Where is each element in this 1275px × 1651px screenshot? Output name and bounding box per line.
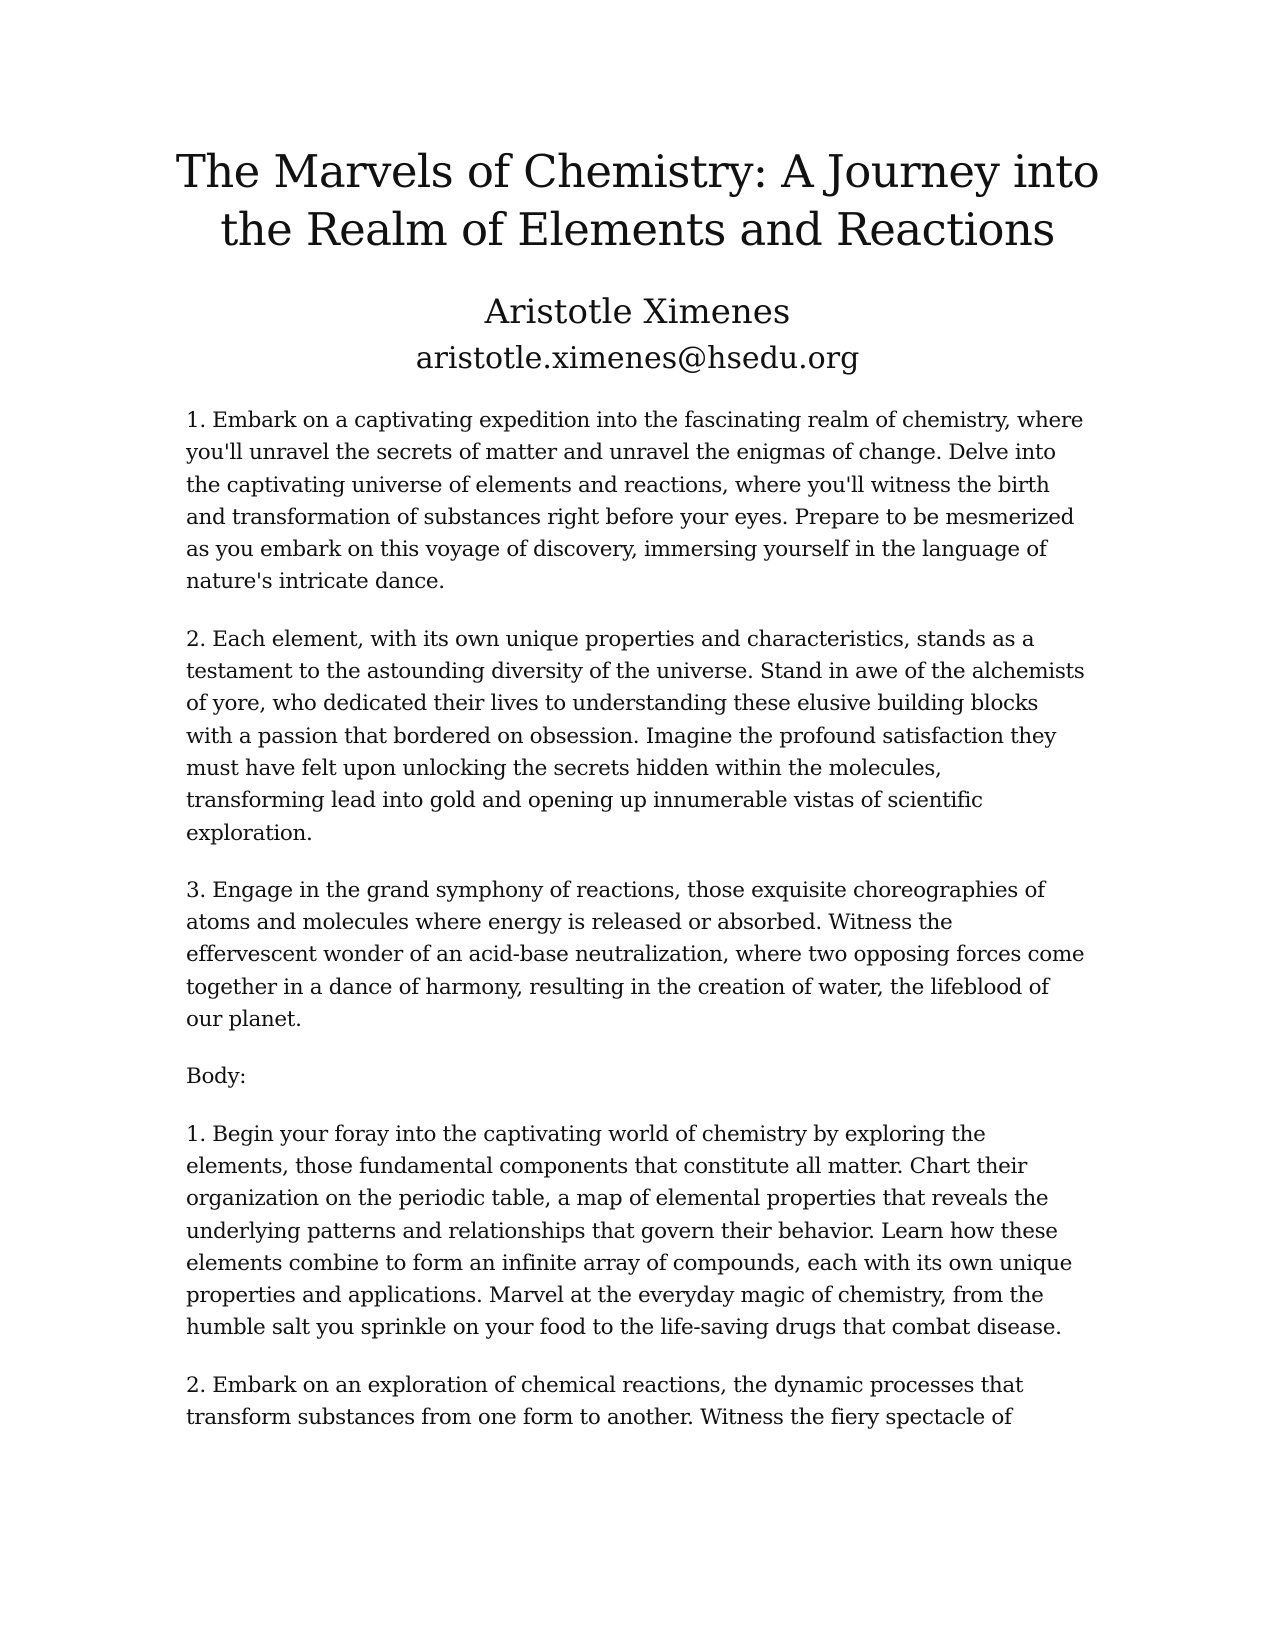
intro-paragraph-3: 3. Engage in the grand symphony of reactions, those exquisite choreographies of atoms and molecules where energy is released or absorbed. Witness the effervescent wonder of an acid-base neutralization, where two opposing forces come together in a dance of harmony, resulting in the creation of water, the lifeblood of our planet. bbox=[186, 877, 1085, 1033]
intro-paragraph-2: 2. Each element, with its own unique properties and characteristics, stands as a testament to the astounding diversity of the universe. Stand in awe of the alchemists of yore, who dedicated their lives to understanding these elusive building blocks with a passion that bordered on obsession. Imagine the profound satisfaction they must have felt upon unlocking the secrets hidden within the molecules, transforming lead into gold and opening up innumerable vistas of scientific exploration. bbox=[186, 626, 1085, 846]
document-body bbox=[186, 405, 1086, 1459]
document-title: The Marvels of Chemistry: A Journey into the Realm of Elements and Reactions bbox=[175, 145, 1100, 256]
body-heading: Body: bbox=[186, 1064, 247, 1090]
author-email: aristotle.ximenes@hsedu.org bbox=[415, 341, 860, 376]
body-paragraph-2: 2. Embark on an exploration of chemical reactions, the dynamic processes that transform substances from one form to another. Witness the fiery spectacle of bbox=[186, 1372, 1024, 1431]
author-name: Aristotle Ximenes bbox=[484, 292, 791, 332]
intro-paragraph-1: 1. Embark on a captivating expedition into the fascinating realm of chemistry, where you'll unravel the secrets of matter and unravel the enigmas of change. Delve into the captivating universe of elements and reactions, where you'll witness the birth and transformation of substances right before your eyes. Prepare to be mesmerized as you embark on this voyage of discovery, immersing yourself in the language of nature's intricate dance. bbox=[186, 408, 1084, 595]
body-paragraph-1: 1. Begin your foray into the captivating world of chemistry by exploring the elements, those fundamental components that constitute all matter. Chart their organization on the periodic table, a map of elemental properties that reveals the underlying patterns and relationships that govern their behavior. Learn how these elements combine to form an infinite array of compounds, each with its own unique properties and applications. Marvel at the everyday magic of chemistry, from the humble salt you sprinkle on your food to the life-saving drugs that combat disease. bbox=[186, 1121, 1072, 1341]
